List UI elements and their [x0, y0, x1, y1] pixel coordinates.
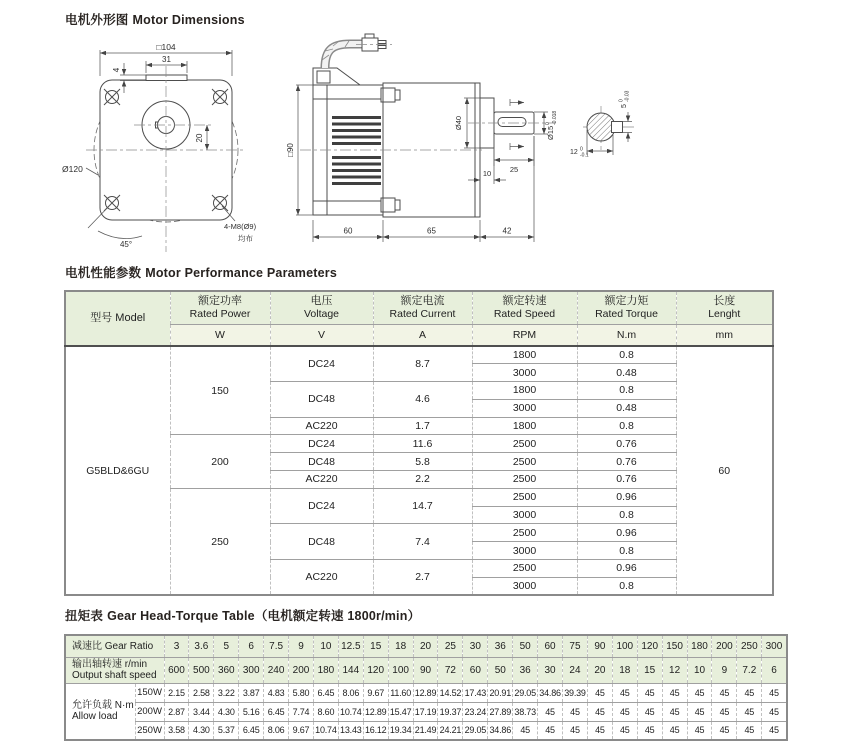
rated-torque-cell: 0.8: [577, 346, 676, 364]
allow-load-cell: 45: [612, 683, 637, 702]
allow-load-cell: 45: [538, 702, 563, 721]
output-speed-cell: 18: [612, 657, 637, 683]
title-cn: 扭矩表: [65, 609, 104, 623]
allow-load-cell: 4.30: [189, 721, 214, 740]
output-speed-cell: 6: [762, 657, 787, 683]
allow-load-cell: 45: [662, 721, 687, 740]
key-slot: [612, 122, 623, 133]
allow-load-cell: 14.52: [438, 683, 463, 702]
output-speed-cell: 24: [563, 657, 588, 683]
allow-load-cell: 5.80: [289, 683, 314, 702]
rated-power-cell: 150: [170, 346, 270, 435]
output-speed-row: [65, 657, 787, 683]
gear-ratio-cell: 18: [388, 635, 413, 657]
model-column-header: 型号 Model: [65, 291, 170, 346]
allow-load-cell: 45: [637, 683, 662, 702]
front-view: [62, 42, 257, 252]
gear-ratio-cell: 100: [612, 635, 637, 657]
allow-load-cell: 45: [612, 721, 637, 740]
rated-speed-cell: 1800: [472, 346, 577, 364]
dim-body-height: □90: [286, 143, 295, 157]
allow-load-cell: 45: [762, 683, 787, 702]
allow-load-row: [65, 721, 787, 740]
dim-shaft-offset: 20: [195, 133, 204, 143]
rated-speed-cell: 3000: [472, 506, 577, 524]
voltage-cell: AC220: [270, 471, 373, 489]
output-speed-cell: 15: [637, 657, 662, 683]
gear-ratio-cell: 5: [214, 635, 239, 657]
rated-speed-cell: 3000: [472, 364, 577, 382]
rated-torque-cell: 0.96: [577, 524, 676, 542]
col-header-voltage: 电压 Voltage: [270, 291, 373, 325]
output-speed-cell: 240: [264, 657, 289, 683]
allow-load-cell: 45: [563, 702, 588, 721]
output-speed-cell: 100: [388, 657, 413, 683]
allow-load-cell: 21.49: [413, 721, 438, 740]
gear-ratio-cell: 150: [662, 635, 687, 657]
allow-load-cell: 6.45: [313, 683, 338, 702]
gear-ratio-cell: 7.5: [264, 635, 289, 657]
rated-current-cell: 14.7: [373, 488, 472, 524]
rated-current-cell: 2.2: [373, 471, 472, 489]
allow-load-cell: 45: [513, 721, 538, 740]
allow-load-cell: 45: [762, 702, 787, 721]
dim-seg-shaft: 42: [502, 226, 512, 236]
performance-table: [64, 290, 774, 596]
allow-load-cell: 5.37: [214, 721, 239, 740]
allow-load-cell: 5.16: [239, 702, 264, 721]
allow-load-cell: 15.47: [388, 702, 413, 721]
section-cut-arrows: [510, 99, 524, 150]
gear-ratio-cell: 250: [737, 635, 762, 657]
allow-load-cell: 8.60: [313, 702, 338, 721]
unit-current: A: [373, 325, 472, 347]
allow-load-cell: 9.67: [363, 683, 388, 702]
rated-torque-cell: 0.48: [577, 399, 676, 417]
output-speed-cell: 600: [164, 657, 189, 683]
title-en: Motor Performance Parameters: [145, 266, 337, 280]
rated-speed-cell: 2500: [472, 435, 577, 453]
gear-ratio-cell: 15: [363, 635, 388, 657]
unit-power: W: [170, 325, 270, 347]
rated-current-cell: 1.7: [373, 417, 472, 435]
shaft-keyway: [498, 118, 526, 127]
dim-tab-height: 4: [112, 67, 121, 73]
allow-load-cell: 45: [587, 721, 612, 740]
rated-speed-cell: 2500: [472, 524, 577, 542]
dim-hole-angle: 45°: [119, 240, 133, 249]
gear-ratio-cell: 3: [164, 635, 189, 657]
col-header-length: 长度 Lenght: [676, 291, 773, 325]
allow-load-cell: 17.43: [463, 683, 488, 702]
allow-load-row: [65, 683, 787, 702]
rated-speed-cell: 3000: [472, 399, 577, 417]
gear-ratio-cell: 12.5: [338, 635, 363, 657]
col-header-rated-current: 额定电流 Rated Current: [373, 291, 472, 325]
allow-load-cell: 34.86: [538, 683, 563, 702]
unit-torque: N.m: [577, 325, 676, 347]
allow-load-cell: 2.87: [164, 702, 189, 721]
allow-load-cell: 39.39: [563, 683, 588, 702]
allow-load-cell: 45: [737, 702, 762, 721]
gear-ratio-cell: 20: [413, 635, 438, 657]
output-speed-label: 输出轴转速 r/min Output shaft speed: [65, 657, 164, 683]
gear-ratio-cell: 50: [513, 635, 538, 657]
output-speed-cell: 180: [313, 657, 338, 683]
allow-load-cell: 24.21: [438, 721, 463, 740]
svg-text:-0.03: -0.03: [624, 90, 631, 102]
svg-text:-0.018: -0.018: [552, 110, 558, 125]
unit-length: mm: [676, 325, 773, 347]
rated-speed-cell: 1800: [472, 382, 577, 400]
rated-torque-cell: 0.8: [577, 417, 676, 435]
allow-load-cell: 45: [712, 721, 737, 740]
output-speed-cell: 10: [687, 657, 712, 683]
allow-load-cell: 4.83: [264, 683, 289, 702]
allow-load-cell: 9.67: [289, 721, 314, 740]
dim-shaft-length: 25: [509, 165, 519, 174]
allow-load-label: 允许负载 N·m Allow load: [65, 683, 135, 740]
rated-torque-cell: 0.96: [577, 488, 676, 506]
motor-dimensions-drawing: [0, 0, 843, 262]
dim-flange-circle: Ø120: [62, 164, 83, 174]
allow-load-cell: 6.45: [239, 721, 264, 740]
output-speed-cell: 36: [513, 657, 538, 683]
rated-speed-cell: 3000: [472, 542, 577, 560]
allow-load-cell: 3.22: [214, 683, 239, 702]
allow-load-cell: 45: [687, 683, 712, 702]
allow-load-cell: 19.37: [438, 702, 463, 721]
col-header-rated-speed: 额定转速 Rated Speed: [472, 291, 577, 325]
allow-load-cell: 45: [612, 702, 637, 721]
dim-seg-motor: 60: [343, 226, 353, 236]
rated-torque-cell: 0.76: [577, 453, 676, 471]
rated-current-cell: 11.6: [373, 435, 472, 453]
output-speed-cell: 200: [289, 657, 314, 683]
perf-header-row: [65, 291, 773, 325]
gear-ratio-cell: 300: [762, 635, 787, 657]
load-power-cell: 150W: [135, 683, 164, 702]
rated-torque-cell: 0.96: [577, 560, 676, 578]
output-speed-cell: 20: [587, 657, 612, 683]
gear-ratio-cell: 90: [587, 635, 612, 657]
rated-speed-cell: 2500: [472, 488, 577, 506]
unit-voltage: V: [270, 325, 373, 347]
model-cell: G5BLD&6GU: [65, 346, 170, 595]
rated-current-cell: 2.7: [373, 560, 472, 596]
allow-load-cell: 45: [637, 702, 662, 721]
allow-load-cell: 11.60: [388, 683, 413, 702]
dim-seg-gearhead: 65: [427, 226, 436, 236]
allow-load-cell: 4.30: [214, 702, 239, 721]
svg-text:-0.1: -0.1: [580, 152, 589, 159]
output-speed-cell: 120: [363, 657, 388, 683]
allow-load-cell: 17.19: [413, 702, 438, 721]
output-speed-cell: 7.2: [737, 657, 762, 683]
rated-current-cell: 4.6: [373, 382, 472, 418]
title-cn: 电机性能参数: [65, 266, 142, 280]
title-note: （电机额定转速 1800r/min）: [254, 609, 421, 623]
title-cn: 电机外形图: [65, 13, 129, 27]
voltage-cell: AC220: [270, 560, 373, 596]
output-speed-cell: 90: [413, 657, 438, 683]
rated-torque-cell: 0.8: [577, 382, 676, 400]
voltage-cell: DC48: [270, 524, 373, 560]
allow-load-cell: 29.05: [513, 683, 538, 702]
performance-row: [65, 346, 773, 364]
title-en: Motor Dimensions: [132, 13, 245, 27]
gear-ratio-cell: 30: [463, 635, 488, 657]
svg-text:0: 0: [580, 146, 583, 153]
perf-table-body: [65, 346, 773, 595]
allow-load-cell: 12.89: [363, 702, 388, 721]
allow-load-cell: 45: [662, 702, 687, 721]
gear-ratio-cell: 3.6: [189, 635, 214, 657]
section-title-torque: [65, 606, 420, 624]
voltage-cell: DC24: [270, 435, 373, 453]
rated-speed-cell: 2500: [472, 453, 577, 471]
dim-shaft-dia: [545, 111, 558, 140]
dim-key-width: [619, 90, 631, 108]
allow-load-cell: 38.73: [513, 702, 538, 721]
rated-current-cell: 8.7: [373, 346, 472, 382]
svg-text:12: 12: [570, 149, 578, 156]
allow-load-cell: 45: [587, 683, 612, 702]
performance-row: [65, 435, 773, 453]
rated-speed-cell: 2500: [472, 560, 577, 578]
output-speed-cell: 30: [538, 657, 563, 683]
rated-torque-cell: 0.76: [577, 471, 676, 489]
rated-power-cell: 250: [170, 488, 270, 595]
allow-load-cell: 45: [712, 683, 737, 702]
allow-load-cell: 45: [737, 683, 762, 702]
shaft-section-circle: [587, 113, 615, 141]
dim-flange-square: □104: [156, 42, 176, 52]
output-speed-cell: 144: [338, 657, 363, 683]
allow-load-cell: 45: [538, 721, 563, 740]
allow-load-cell: 34.86: [488, 721, 513, 740]
voltage-cell: AC220: [270, 417, 373, 435]
gear-ratio-cell: 60: [538, 635, 563, 657]
allow-load-cell: 45: [762, 721, 787, 740]
svg-text:Ø15: Ø15: [546, 125, 555, 140]
allow-load-cell: 45: [662, 683, 687, 702]
allow-load-cell: 3.44: [189, 702, 214, 721]
voltage-cell: DC48: [270, 453, 373, 471]
load-power-cell: 250W: [135, 721, 164, 740]
allow-load-cell: 45: [563, 721, 588, 740]
rated-speed-cell: 3000: [472, 577, 577, 595]
output-speed-cell: 500: [189, 657, 214, 683]
allow-load-cell: 3.87: [239, 683, 264, 702]
allow-load-cell: 10.74: [338, 702, 363, 721]
allow-load-cell: 23.24: [463, 702, 488, 721]
gear-ratio-cell: 36: [488, 635, 513, 657]
allow-load-cell: 45: [587, 702, 612, 721]
rated-torque-cell: 0.8: [577, 577, 676, 595]
gear-ratio-cell: 180: [687, 635, 712, 657]
rated-speed-cell: 2500: [472, 471, 577, 489]
output-speed-cell: 360: [214, 657, 239, 683]
allow-load-cell: 45: [687, 702, 712, 721]
output-speed-cell: 50: [488, 657, 513, 683]
gear-torque-table: [64, 634, 788, 741]
voltage-cell: DC24: [270, 488, 373, 524]
allow-load-cell: 16.12: [363, 721, 388, 740]
gear-ratio-row: [65, 635, 787, 657]
allow-load-cell: 3.58: [164, 721, 189, 740]
allow-load-cell: 29.05: [463, 721, 488, 740]
allow-load-cell: 8.06: [338, 683, 363, 702]
allow-load-cell: 12.89: [413, 683, 438, 702]
gear-ratio-cell: 120: [637, 635, 662, 657]
output-speed-cell: 12: [662, 657, 687, 683]
allow-load-cell: 45: [637, 721, 662, 740]
length-cell: 60: [676, 346, 773, 595]
output-speed-cell: 60: [463, 657, 488, 683]
output-speed-cell: 9: [712, 657, 737, 683]
gear-ratio-cell: 200: [712, 635, 737, 657]
rated-current-cell: 5.8: [373, 453, 472, 471]
rated-current-cell: 7.4: [373, 524, 472, 560]
shaft-section-detail: [570, 90, 634, 158]
rated-torque-cell: 0.8: [577, 542, 676, 560]
gear-ratio-cell: 6: [239, 635, 264, 657]
dim-key-depth: [570, 147, 589, 159]
allow-load-cell: 8.06: [264, 721, 289, 740]
motor-bands: [332, 116, 381, 185]
gear-ratio-cell: 25: [438, 635, 463, 657]
performance-row: [65, 488, 773, 506]
output-speed-cell: 300: [239, 657, 264, 683]
dim-boss-length: 10: [482, 169, 492, 178]
title-en: Gear Head-Torque Table: [107, 609, 255, 623]
dim-mounting-holes: 4-M8(Ø9): [224, 222, 257, 231]
svg-text:0: 0: [618, 99, 625, 102]
voltage-cell: DC24: [270, 346, 373, 382]
allow-load-cell: 27.89: [488, 702, 513, 721]
allow-load-cell: 6.45: [264, 702, 289, 721]
load-power-cell: 200W: [135, 702, 164, 721]
dim-holes-note: 均布: [238, 234, 253, 243]
perf-units-row: [65, 325, 773, 347]
gear-ratio-cell: 75: [563, 635, 588, 657]
gear-ratio-label: 减速比 Gear Ratio: [65, 635, 164, 657]
allow-load-cell: 45: [712, 702, 737, 721]
voltage-cell: DC48: [270, 382, 373, 418]
allow-load-cell: 19.34: [388, 721, 413, 740]
allow-load-cell: 13.43: [338, 721, 363, 740]
unit-speed: RPM: [472, 325, 577, 347]
dim-tab-width: 31: [162, 55, 171, 64]
output-speed-cell: 72: [438, 657, 463, 683]
dim-boss-dia: Ø40: [454, 115, 463, 131]
rated-torque-cell: 0.76: [577, 435, 676, 453]
col-header-rated-torque: 额定力矩 Rated Torque: [577, 291, 676, 325]
rated-power-cell: 200: [170, 435, 270, 488]
allow-load-cell: 45: [687, 721, 712, 740]
allow-load-row: [65, 702, 787, 721]
svg-text:0: 0: [545, 122, 551, 125]
gear-ratio-cell: 9: [289, 635, 314, 657]
rated-speed-cell: 1800: [472, 417, 577, 435]
allow-load-cell: 20.91: [488, 683, 513, 702]
allow-load-cell: 45: [737, 721, 762, 740]
col-header-rated-power: 额定功率 Rated Power: [170, 291, 270, 325]
rated-torque-cell: 0.48: [577, 364, 676, 382]
side-view: [286, 34, 558, 242]
svg-text:5: 5: [621, 104, 628, 108]
rated-torque-cell: 0.8: [577, 506, 676, 524]
allow-load-cell: 2.15: [164, 683, 189, 702]
allow-load-cell: 10.74: [313, 721, 338, 740]
allow-load-cell: 7.74: [289, 702, 314, 721]
section-title-performance: [65, 263, 337, 281]
gear-ratio-cell: 10: [313, 635, 338, 657]
allow-load-cell: 2.58: [189, 683, 214, 702]
